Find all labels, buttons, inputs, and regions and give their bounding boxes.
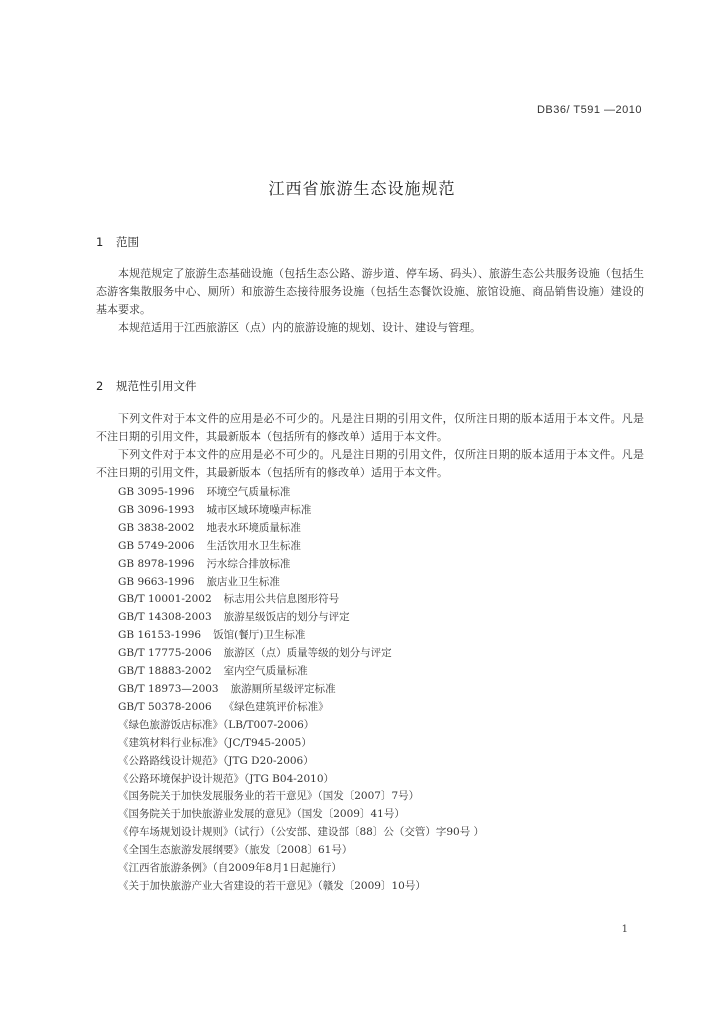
reference-item [118, 591, 658, 609]
reference-item [118, 502, 658, 520]
reference-title: 《绿色建筑评价标准》 [223, 700, 329, 713]
reference-code: GB/T 17775-2006 [118, 647, 212, 660]
reference-item [118, 520, 658, 538]
section-2-heading [96, 378, 197, 394]
reference-item [118, 663, 658, 681]
page-number: 1 [621, 924, 628, 935]
reference-item [118, 627, 658, 645]
reference-code: GB 3095-1996 [118, 486, 195, 498]
reference-title: 旅游厕所星级评定标准 [230, 682, 336, 695]
section-1-paragraph-2: 本规范适用于江西旅游区（点）内的旅游设施的规划、设计、建设与管理。 [118, 321, 481, 334]
section-2-title: 规范性引用文件 [116, 379, 197, 393]
reference-code: GB 5749-2006 [118, 539, 195, 552]
reference-title: 《公路路线设计规范》（JTG D20-2006） [118, 754, 314, 767]
reference-item [118, 681, 658, 699]
reference-item [118, 484, 658, 502]
reference-title: 饭馆(餐厅)卫生标准 [213, 629, 306, 642]
reference-item [118, 538, 658, 556]
reference-item [118, 699, 658, 717]
reference-item [118, 574, 658, 592]
reference-code: GB 16153-1996 [118, 629, 202, 642]
section-1-heading [96, 234, 139, 250]
reference-title: 《国务院关于加快旅游业发展的意见》（国发〔2009〕41号） [118, 808, 405, 821]
reference-item [118, 824, 658, 842]
reference-title: 《公路环境保护设计规范》（JTG B04-2010） [118, 772, 335, 785]
reference-code: GB/T 10001-2002 [118, 593, 212, 606]
reference-code: GB/T 18883-2002 [118, 665, 212, 678]
reference-list [118, 484, 658, 896]
reference-title: 《停车场规划设计规则》（试行）（公安部、建设部〔88〕公（交管）字90号 ） [118, 826, 485, 839]
reference-item [118, 788, 658, 806]
reference-title: 旅店业卫生标准 [206, 575, 280, 588]
section-2-number: 2 [96, 379, 104, 393]
reference-code: GB 9663-1996 [118, 575, 195, 588]
reference-item [118, 842, 658, 860]
reference-title: 地表水环境质量标准 [206, 521, 301, 534]
section-2-paragraph-2: 下列文件对于本文件的应用是必不可少的。凡是注日期的引用文件，仅所注日期的版本适用于本文件。凡是不注日期的引用文件，其最新版本（包括所有的修改单）适用于本文件。 [96, 448, 644, 479]
reference-title: 《全国生态旅游发展纲要》（旅发〔2008〕61号） [118, 844, 353, 857]
reference-code: GB 8978-1996 [118, 557, 195, 570]
reference-title: 《江西省旅游条例》（自2009年8月1日起施行） [118, 862, 342, 875]
reference-code: GB/T 14308-2003 [118, 611, 212, 624]
reference-title: 《关于加快旅游产业大省建设的若干意见》（赣发〔2009〕10号） [118, 879, 426, 892]
reference-code: GB 3838-2002 [118, 521, 195, 534]
standard-code: DB36/ T591 —2010 [536, 104, 642, 116]
reference-code: GB 3096-1993 [118, 503, 195, 516]
reference-title: 《建筑材料行业标准》（JC/T945-2005） [118, 736, 312, 749]
reference-title: 《绿色旅游饭店标准》（LB/T007-2006） [118, 718, 315, 731]
reference-title: 标志用公共信息图形符号 [223, 593, 340, 606]
reference-title: 污水综合排放标准 [206, 557, 291, 570]
reference-item [118, 771, 658, 789]
reference-item [118, 878, 658, 896]
section-2-paragraph-1: 下列文件对于本文件的应用是必不可少的。凡是注日期的引用文件，仅所注日期的版本适用于本文件。凡是不注日期的引用文件，其最新版本（包括所有的修改单）适用于本文件。 [96, 412, 644, 443]
reference-item [118, 753, 658, 771]
reference-title: 室内空气质量标准 [223, 665, 308, 678]
reference-title: 旅游区（点）质量等级的划分与评定 [223, 647, 392, 660]
reference-item [118, 609, 658, 627]
section-1-title: 范围 [116, 235, 139, 249]
reference-item [118, 806, 658, 824]
reference-item [118, 717, 658, 735]
section-1-paragraph-1: 本规范规定了旅游生态基础设施（包括生态公路、游步道、停车场、码头）、旅游生态公共服务设施（包括生态游客集散服务中心、厕所）和旅游生态接待服务设施（包括生态餐饮设施、旅馆设施、商品销售设施）建设的基本要求。 [96, 267, 644, 316]
reference-title: 环境空气质量标准 [206, 486, 291, 498]
reference-code: GB/T 18973—2003 [118, 682, 219, 695]
reference-title: 城市区域环境噪声标准 [206, 503, 312, 516]
reference-title: 生活饮用水卫生标准 [206, 539, 301, 552]
reference-item [118, 735, 658, 753]
reference-code: GB/T 50378-2006 [118, 700, 212, 713]
document-title: 江西省旅游生态设施规范 [268, 179, 456, 198]
reference-title: 《国务院关于加快发展服务业的若干意见》（国发〔2007〕7号） [118, 790, 420, 803]
reference-item [118, 556, 658, 574]
section-1-number: 1 [96, 235, 104, 249]
reference-item [118, 860, 658, 878]
reference-title: 旅游星级饭店的划分与评定 [223, 611, 350, 624]
reference-item [118, 645, 658, 663]
